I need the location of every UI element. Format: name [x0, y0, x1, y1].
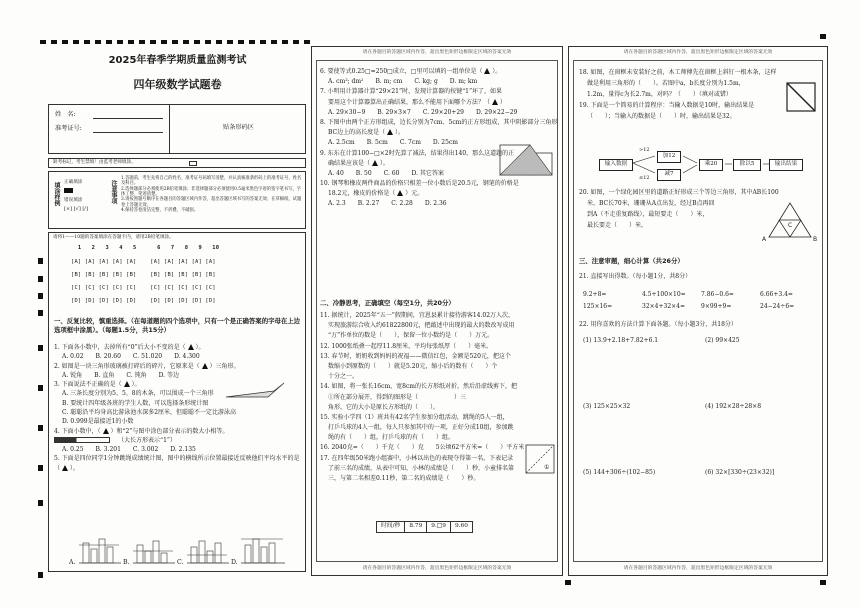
question-line: 做是利用三角形的（ ）。若图中a，b长度分别为1.5m， [587, 80, 745, 88]
exam-title: 2025年春季学期质量监测考试 [108, 55, 247, 66]
section1-questions [54, 343, 302, 473]
question-line: 14. 如图，将一张长16cm，宽8cm的长方形纸对折，然后沿虚线剪下，把 [320, 383, 518, 391]
correct-fill-mark [64, 188, 73, 193]
barcode-area [169, 105, 307, 153]
glass-shard-figure [224, 381, 292, 399]
answer-marker-icon [103, 428, 109, 434]
question-line: “万”作单位的数是（ ），保留一位小数约是（ ）万元。 [328, 332, 494, 340]
student-info-box [48, 104, 306, 154]
wrong-fill-marks: [×] [√] [/] [64, 206, 88, 212]
answer-marker-icon [492, 99, 498, 105]
question-line: 4. 下面小数中，（ ）和“2”与图中涂色部分表示的数大小相等。 [54, 427, 229, 435]
timing-mark [565, 580, 571, 585]
answer-marker-icon [202, 363, 208, 369]
park-triangles-figure [759, 199, 821, 249]
question-line: 16. 2040克=（ ）千克（ ）克 5公顷62平方米=（ ）平方米 [320, 444, 525, 452]
timing-mark [38, 572, 43, 578]
option-line: A. 三条长度分别为5、5、8的木条，可以围成一个三角形 [62, 390, 214, 398]
work-area-4[interactable] [705, 415, 815, 465]
problem-4: (4) 192×28÷28×8 [705, 403, 762, 410]
question-line: 最长要走（ ）米。 [587, 222, 648, 230]
notice-title: 注意事项 [110, 180, 117, 204]
jump-rope-charts [71, 533, 296, 567]
timing-mark [38, 500, 43, 506]
section3-heading: 三、注意审题，细心计算（共26分） [579, 257, 684, 265]
flow-sub: 减7 [657, 169, 681, 181]
calc-item: 6.66+3.4= [760, 291, 793, 298]
question-line: 19. 下面是一个简易的计算程序：当输入数据是10时，输出结果是 [579, 102, 755, 110]
problem-2: (2) 99×425 [705, 337, 740, 344]
answer-marker-icon [372, 160, 378, 166]
flow-div: 除以5 [733, 159, 761, 171]
svg-text:A: A [762, 236, 767, 243]
name-label: 姓 名: [55, 111, 76, 118]
flow-mul: 乘20 [699, 159, 723, 171]
missing-mark-row [48, 158, 306, 168]
answer-section-box [48, 232, 306, 572]
section1-heading: 一、反复比较，慎重选择。（在每道题的四个选项中，只有一个是正确答案的字母在上边选项框中涂黑）。（每题1.5分，共15分） [54, 317, 301, 334]
question-line: 11. 据统计，2025年“五一”假期间，宜恩县累计接待游客14.02万人次， [320, 312, 515, 319]
wrong-fill-label: 错误填涂 [64, 198, 83, 203]
fill-notice-box [48, 171, 306, 229]
option-line: C. 聪聪沿平均身高比游泳池水深多2厘米，但聪聪不一定比游泳高 [62, 409, 237, 417]
bar-note: （大长方形表示“1”） [118, 436, 176, 444]
answer-marker-icon [484, 68, 490, 74]
panel-notice-bottom: 请在各题目的答题区域内作答，超出黑色矩形边框限定区域的答案无效 [623, 565, 773, 571]
right-panel [568, 46, 828, 576]
notice-lines [121, 176, 303, 214]
flow-add: 加12 [657, 151, 681, 163]
missing-checkbox[interactable] [189, 161, 197, 166]
shaded-bar [54, 437, 110, 443]
table-header: 时间/秒 [377, 522, 405, 533]
question-line: 打乒乓球的4人一组，每人只参加其中的一项，正好分成10组，参加跳 [328, 424, 514, 432]
option-line: A. 锐角 B. 直角 C. 钝角 D. 等边 [62, 371, 179, 379]
question-line: 1. 下面各小数中，去掉所有“0”后大小不变的是（ ）。 [54, 344, 205, 351]
panel-notice-bottom: 请在各题目的答题区域内作答，超出黑色矩形边框限定区域的答案无效 [362, 565, 512, 571]
option-line: A. cm²; dm² B. m; cm C. kg; g D. m; km [328, 78, 478, 86]
chart-a [79, 539, 121, 563]
problem-3: (3) 125×25×32 [583, 403, 631, 410]
barcode-label: 贴条形码区 [223, 124, 254, 131]
notice-line: 3.请按照题号顺序在各题目的答题区域内作答，超出答题区域书写的答案无效；在草稿纸、试题卷上答题无效。 [121, 197, 302, 208]
timing-mark [38, 310, 43, 316]
question-line: 9. 东东在计算100−□×2时先算了减法，结果得出140，那么这道题的正 [320, 149, 515, 157]
timing-mark [38, 345, 43, 351]
question-line: 6. 要使等式0.25□=250□成立，□里可以填的一组单位是（ ）。 [320, 68, 502, 75]
question-line: 十分之一。 [328, 373, 359, 381]
bubble-row-b[interactable]: [B] [B] [B] [B] [B] [B] [B] [B] [B] [B] [71, 272, 216, 278]
timing-mark [38, 385, 43, 391]
option-line: A. 40 B. 50 C. 60 D. 其它答案 [328, 169, 444, 177]
question-line: ①所在部分展开，得到的图形是（ ）三 [328, 393, 467, 401]
option-line: A. 2.3 B. 2.27 C. 2.28 D. 2.36 [328, 200, 447, 208]
calc-item: 4.5+100×10= [642, 291, 686, 298]
question-line: 12. 1000张纸叠一起厚11.8厘米，平均每张纸厚（ ）毫米。 [320, 342, 493, 350]
calc-item: 9.2+8= [583, 291, 607, 298]
option-line: A. 0.02 B. 20.60 C. 51.020 D. 4.300 [62, 353, 200, 361]
chart-letter-a: A. [69, 559, 76, 566]
paper-subtitle: 四年级数学试题卷 [133, 78, 222, 91]
id-field[interactable] [93, 132, 163, 133]
flow-cond-low: ≤12 [639, 175, 650, 181]
notice-line: 1.答题前，考生先将自己的姓名、准考证号码填写清楚，并认真核准条形码上的准考证号、姓名及科目。 [121, 176, 302, 187]
timing-mark [38, 258, 43, 264]
work-area-1[interactable] [583, 349, 693, 399]
correct-fill-label: 正确填涂 [64, 180, 83, 185]
bubble-note: 请将1——10题的答案填涂在答题卡内，请用2B铅笔填涂。 [53, 235, 174, 240]
flow-cond-high: >12 [639, 147, 650, 153]
timing-mark [820, 34, 826, 39]
question-line: 米，BC长70米，珊珊从A点出发，经过B点再回 [587, 200, 715, 208]
problem-1: (1) 13.9+2.18+7.82+6.1 [583, 337, 659, 344]
option-line: A. 29×30−9 B. 29×3×7 C. 29×20+29 D. 29×22−29 [328, 108, 518, 116]
question-line: 绳的有（ ）组，打乒乓球的有（ ）组。 [328, 434, 455, 442]
svg-text:B: B [813, 236, 818, 243]
section2-heading: 二、冷静思考，正确填空（每空1分，共20分） [320, 299, 455, 307]
timing-mark [820, 580, 826, 585]
question-line: 15. 实验小学四（1）班共有42名学生参加分组活动，跳绳的5人一组， [320, 413, 509, 421]
option-line: B. 要统计四年级各班的学生人数，可以选择条形统计图 [62, 399, 209, 407]
timing-mark [38, 465, 43, 471]
question-line: 了前三名的成绩，从表中可知，小林的成绩是（ ）秒，小童排名第 [328, 464, 515, 472]
question-line: 8. 下图中由两个正方形组成，边长分别为7cm、5cm的正方形组成，其中阴影部分三角形 [320, 118, 558, 126]
answer-marker-icon [124, 381, 130, 387]
question-line: 要用这个计算器算出正确结果，那么不能用下面哪个方法？（ ） [328, 98, 506, 106]
chart-letter-b: B. [123, 559, 130, 566]
work-area-2[interactable] [705, 349, 815, 399]
bubble-header: 1 2 3 4 5 6 7 8 9 10 [71, 245, 220, 251]
question-line: 18. 如图，在窗框未安装好之前，木工师傅先在窗框上斜钉一根木条，这样 [579, 69, 777, 76]
question-line: 20. 如图，一个绿化园区里的道路正好形成三个等边三角形，其中AB长100 [579, 189, 779, 196]
table-cell: 8.79 [405, 522, 427, 533]
panel-notice-top: 请在各题目的答题区域内作答，超出黑色矩形边框限定区域的答案无效 [362, 50, 512, 55]
option-line: A. 0.25 B. 3.201 C. 3.002 D. 2.135 [62, 445, 196, 453]
question-line: 确结果应该是（ ）。 [328, 159, 389, 167]
id-label: 准考证号: [55, 125, 82, 132]
folded-paper-figure [524, 443, 558, 477]
question-line: 2. 如图是一块三角形玻璃被打碎后的碎片，它原来是（ ）三角形。 [54, 362, 240, 370]
option-line [54, 436, 302, 445]
problem-5: (5) 144+306÷(102−85) [583, 469, 656, 476]
question-line: 13. 春节时，奶奶收到妈妈的祝福——微信红包，金额是520元，把这个 [320, 352, 511, 360]
work-area-5[interactable] [583, 481, 693, 551]
chart-letter-c: C. [177, 559, 184, 566]
middle-panel [311, 46, 563, 576]
q22-text: 22. 用你喜欢的方法计算下面各题。（每小题3分，共18分） [579, 321, 737, 328]
question-line: 实现旅游综合收入约61822800元，把敲述中出现的最大的数改写成用 [328, 322, 515, 330]
fill-sample-title: 填涂样例 [53, 182, 60, 206]
question-line: 17. 在四年级50米跑小组赛中，小林以出色的表现夺得第一名，下表记录 [320, 454, 514, 462]
answer-marker-icon [397, 190, 403, 196]
calc-item: 9×99+9= [701, 303, 732, 310]
question-line: 1.2m，量得c为长2.7m，对吗？（ ）（填对或错） [587, 91, 732, 99]
bubble-row-c[interactable]: [C] [C] [C] [C] [C] [C] [C] [C] [C] [C] [71, 285, 216, 291]
table-cell: 9.□9 [427, 522, 451, 533]
question-line: 3. 下面说法不正确的是（ ）。 [54, 381, 141, 389]
window-frame-figure [785, 81, 817, 113]
question-line: 到A（不走重复路线），最短要走（ ）米， [587, 211, 709, 219]
q21-text: 21. 直接写出得数。（每小题1分，共8分） [579, 273, 692, 280]
answer-marker-icon [188, 344, 194, 350]
question-line: 10. 钢琴和橡皮两件商品的价格只相差一位小数后是20.5元，钢笔的价格是 [320, 180, 519, 188]
chart-letter-d: D. [231, 559, 238, 566]
missing-note: 缺考标记，考生禁填！由监考老师填涂。 [53, 160, 136, 165]
flow-arrows [633, 151, 773, 177]
question-line: 7. 小明用计算器计算“29×21”时，发现计算器的按键“1”坏了，如果 [320, 88, 503, 96]
calc-row [583, 301, 819, 313]
work-area-6[interactable] [705, 481, 815, 551]
calc-grid [583, 289, 819, 313]
answer-marker-icon [387, 129, 393, 135]
notice-line: 2.选择题部分必须使用2B铅笔填涂；非选择题部分必须使用0.5毫米黑色字迹的签字笔书写，字体工整、笔迹清楚。 [121, 186, 302, 198]
option-line: A. 2.5cm B. 5cm C. 7cm D. 25cm [328, 139, 458, 147]
bubble-row-a[interactable]: [A] [A] [A] [A] [A] [A] [A] [A] [A] [A] [71, 259, 216, 265]
chart-b [133, 541, 175, 563]
race-score-table [376, 521, 473, 533]
answer-marker-icon [62, 465, 68, 471]
top-timing-marks [40, 40, 310, 44]
problem-6: (6) 32×[330÷(23×32)] [705, 469, 775, 476]
notice-line: 4.保持答卷清洁完整，不折叠、不破损。 [121, 208, 199, 214]
option-line: D. 0.999是最接近1的小数 [62, 418, 134, 426]
squares-figure [498, 139, 556, 179]
question-line: BC边上的高长度是（ ）。 [328, 129, 404, 137]
question-line: 数缩小到原数的（ ）就是5.20元，缩小后的数有（ ）个 [328, 362, 498, 370]
question-line: 18.2元，橡皮的价格是（ ）元。 [328, 190, 424, 198]
flow-input: 输入数据 [599, 159, 633, 171]
table-cell: 9.60 [450, 522, 472, 533]
work-area-3[interactable] [583, 415, 693, 465]
section2-questions [320, 311, 558, 484]
question-line: 角形，它的大小是原长方形纸的（ ）。 [328, 403, 440, 411]
section3-top-questions [579, 67, 819, 122]
question-line: （ ）；当输入的数据是（ ）时，输出结果是32。 [587, 113, 736, 121]
calc-item: 32×4+32×4= [642, 303, 686, 310]
question-line: 5. 下面是四位同学1分钟跳绳成绩统计图，图中的横线所示位置最接近反映他们平均水平的是（ ）。 [54, 455, 300, 472]
calc-row [583, 289, 819, 301]
svg-text:C: C [788, 222, 793, 229]
flow-output: 输出结果 [769, 159, 803, 171]
chart-c [187, 541, 229, 563]
timing-mark [38, 425, 43, 431]
question-line: 三，与第二名相差0.11秒，第二名的成绩是（ ）秒。 [328, 475, 480, 482]
panel-notice-top: 请在各题目的答题区域内作答，超出黑色矩形边框限定区域的答案无效 [623, 50, 773, 55]
calc-item: 7.86−0.6= [701, 291, 734, 298]
calc-item: 24−24÷6= [760, 303, 795, 310]
bubble-row-d[interactable]: [D] [D] [D] [D] [D] [D] [D] [D] [D] [D] [71, 298, 216, 304]
timing-mark [38, 276, 43, 282]
name-field[interactable] [93, 118, 163, 119]
svg-text:①: ① [544, 464, 550, 471]
chart-d [241, 539, 285, 563]
timing-mark [38, 293, 43, 299]
calc-item: 125×16= [583, 303, 613, 310]
